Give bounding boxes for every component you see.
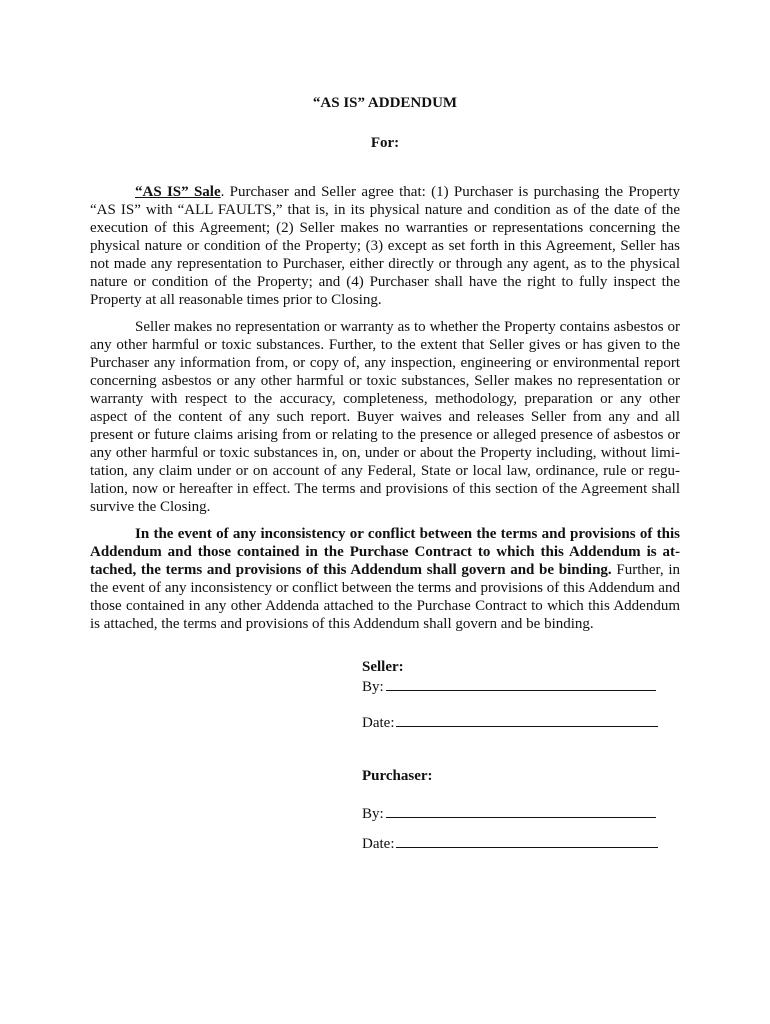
as-is-sale-heading: “AS IS” Sale <box>135 184 221 200</box>
purchaser-signature-block <box>362 767 682 853</box>
seller-by-label: By: <box>362 679 384 695</box>
seller-date-line[interactable] <box>396 712 658 727</box>
document-title: “AS IS” ADDENDUM <box>312 95 458 111</box>
seller-by-row <box>362 676 682 696</box>
purchaser-date-row <box>362 833 682 853</box>
seller-date-row <box>362 712 682 732</box>
purchaser-by-row <box>362 803 682 823</box>
conflict-text: Further, in the event of any inconsistency or conflict between the terms and provisions of this Addendum and those contained in any other Addenda attached to the Purchase Contract to which this Addendum is attached, the terms and provisions of this Addendum shall govern and be binding. <box>90 562 680 632</box>
as-is-sale-paragraph <box>90 183 680 309</box>
purchaser-by-label: By: <box>362 806 384 822</box>
purchaser-label: Purchaser: <box>362 768 433 784</box>
seller-by-signature-line[interactable] <box>386 676 656 691</box>
seller-label: Seller: <box>362 659 404 675</box>
addendum-document <box>90 94 680 633</box>
purchaser-date-label: Date: <box>362 836 395 852</box>
purchaser-date-line[interactable] <box>396 833 658 848</box>
asbestos-paragraph: Seller makes no representation or warranty as to whether the Property contains asbestos or any other harmful or toxic substances. Further, to the extent that Seller gives or has given to the Purchaser any information from, or copy of, any inspection, engineering or environmental report concerning asbestos or any other harmful or toxic substances, Seller makes no representation or warranty with respect to the accuracy, completeness, methodology, preparation or any other aspect of the content of any such report. Buyer waives and releases Seller from any and all present or future claims arising from or relating to the presence or alleged presence of asbestos or any other harmful or toxic substances in, on, under or about the Property including, without limitation, any claim under or on account of any Federal, State or local law, ordinance, rule or regulation, now or hereafter in effect. The terms and provisions of this section of the Agreement shall survive the Closing. <box>90 319 680 515</box>
seller-date-label: Date: <box>362 715 395 731</box>
purchaser-by-signature-line[interactable] <box>386 803 656 818</box>
as-is-sale-text: . Purchaser and Seller agree that: (1) Purchaser is purchasing the Property “AS IS” with “ALL FAULTS,” that is, in its physical nature and condition as of the date of the execution of this Agreement; (2) Seller makes no warranties or representations concerning the physical nature or condition of the Property; (3) except as set forth in this Agreement, Seller has not made any representation to Purchaser, either directly or through any agent, as to the physical nature or condition of the Property; and (4) Purchaser shall have the right to fully inspect the Property at all reasonable times prior to Closing. <box>90 184 680 308</box>
conflict-bold-text: In the event of any inconsistency or conflict between the terms and provisions of this Addendum and those contained in the Purchase Contract to which this Addendum is attached, the terms and provisions of this Addendum shall govern and be binding. <box>90 526 680 578</box>
for-label: For: <box>370 135 400 151</box>
seller-signature-block <box>362 658 682 732</box>
conflict-paragraph <box>90 525 680 633</box>
